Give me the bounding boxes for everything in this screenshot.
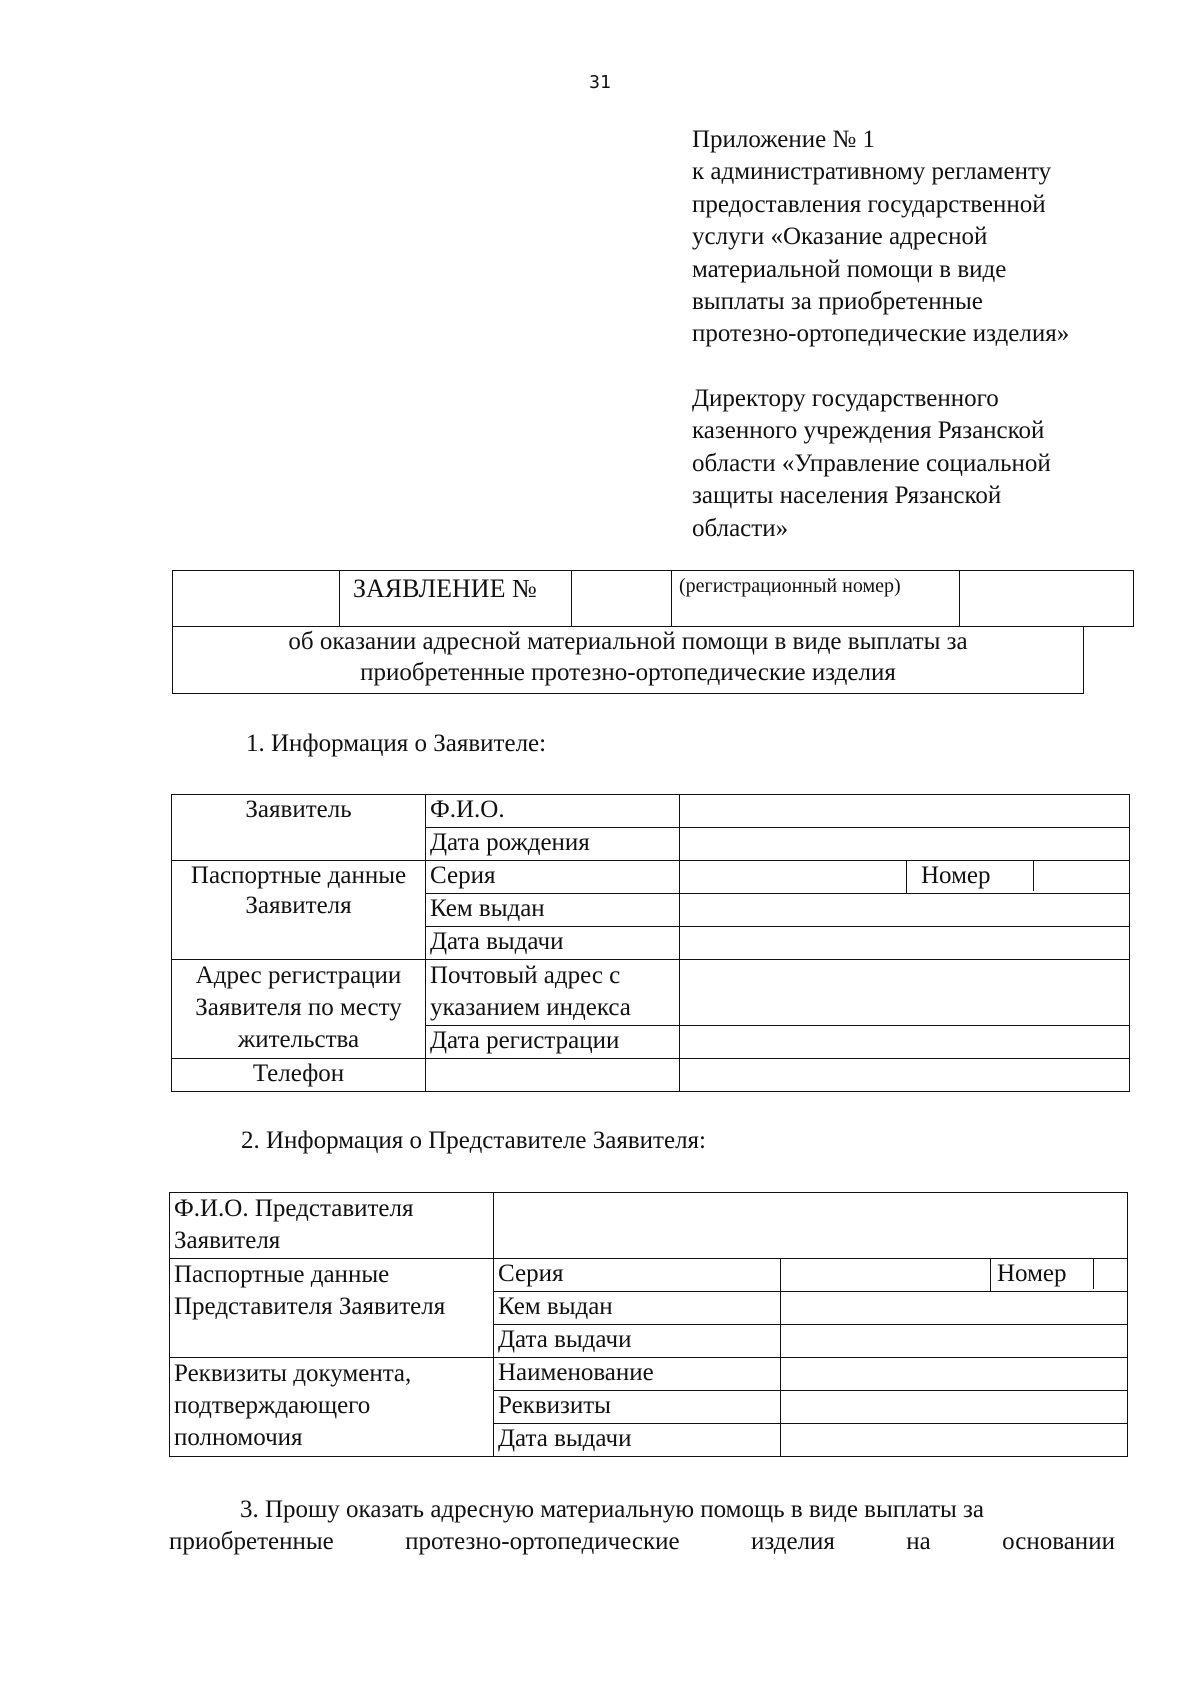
address-label: Адрес регистрации Заявителя по месту жительства	[172, 960, 426, 1059]
rep-issued-by-label: Кем выдан	[494, 1292, 781, 1325]
rep-issue-date-label: Дата выдачи	[494, 1325, 781, 1358]
passport-label: Паспортные данные Заявителя	[172, 861, 426, 960]
section2-heading: 2. Информация о Представителе Заявителя:	[241, 1127, 706, 1154]
appendix-line: Приложение № 1	[692, 126, 876, 153]
appendix-line: выплаты за приобретенные	[692, 288, 983, 316]
fio-value[interactable]	[680, 795, 1130, 828]
issued-by-value[interactable]	[680, 894, 1130, 927]
statement-subtitle-line: приобретенные протезно-ортопедические изделия	[360, 659, 896, 686]
doc-details-label: Реквизиты	[494, 1391, 781, 1424]
appendix-line: протезно-ортопедические изделия»	[692, 320, 1070, 348]
representative-table	[169, 1192, 1128, 1457]
section3-line2	[169, 1528, 1115, 1556]
section3-line1: 3. Прошу оказать адресную материальную помощь в виде выплаты за	[240, 1496, 985, 1523]
doc-date-value[interactable]	[781, 1424, 1128, 1457]
issued-by-label: Кем выдан	[426, 894, 680, 927]
rep-issued-by-value[interactable]	[781, 1292, 1128, 1325]
postal-address-value[interactable]	[680, 960, 1130, 1026]
rep-series-value[interactable]	[781, 1259, 991, 1292]
issue-date-label: Дата выдачи	[426, 927, 680, 960]
issue-date-value[interactable]	[680, 927, 1130, 960]
addressee-line: казенного учреждения Рязанской	[692, 417, 1045, 445]
rep-passport-label: Паспортные данные Представителя Заявителя	[170, 1259, 494, 1358]
appendix-line: материальной помощи в виде	[692, 255, 1007, 283]
page-number: 31	[589, 72, 611, 93]
registration-number-note: (регистрационный номер)	[679, 575, 901, 597]
postal-address-label: Почтовый адрес с указанием индекса	[426, 960, 680, 1026]
addressee-line: защиты населения Рязанской	[692, 482, 1002, 510]
appendix-line: предоставления государственной	[692, 190, 1046, 218]
appendix-block	[692, 124, 1172, 351]
series-label: Серия	[426, 861, 680, 894]
rep-series-label: Серия	[494, 1259, 781, 1292]
addressee-line: области «Управление социальной	[692, 449, 1051, 477]
doc-details-value[interactable]	[781, 1391, 1128, 1424]
applicant-table	[171, 794, 1130, 1092]
statement-header-row	[172, 570, 1134, 627]
doc-date-label: Дата выдачи	[494, 1424, 781, 1457]
statement-title: ЗАЯВЛЕНИЕ №	[353, 574, 537, 603]
applicant-label: Заявитель	[172, 795, 426, 861]
number-value[interactable]	[1034, 861, 1129, 891]
registration-date-value[interactable]	[680, 1026, 1130, 1059]
phone-value-1[interactable]	[426, 1059, 680, 1092]
appendix-line: услуги «Оказание адресной	[692, 223, 988, 251]
section3-word: изделия	[750, 1528, 835, 1555]
rep-number-cell	[991, 1259, 1128, 1292]
section1-heading: 1. Информация о Заявителе:	[246, 730, 547, 757]
phone-value-2[interactable]	[680, 1059, 1130, 1092]
statement-subtitle-line: об оказании адресной материальной помощи в виде выплаты за	[288, 628, 968, 655]
addressee-block	[692, 383, 1172, 545]
authority-doc-label: Реквизиты документа, подтверждающего полномочия	[170, 1358, 494, 1457]
addressee-line: Директору государственного	[692, 385, 999, 412]
birth-date-value[interactable]	[680, 828, 1130, 861]
section3-word: приобретенные	[169, 1528, 334, 1555]
doc-name-label: Наименование	[494, 1358, 781, 1391]
section3-word: на	[906, 1528, 931, 1555]
rep-fio-label: Ф.И.О. Представителя Заявителя	[170, 1193, 494, 1259]
number-cell	[907, 861, 1130, 894]
section3-word: основании	[1002, 1528, 1115, 1555]
fio-label: Ф.И.О.	[426, 795, 680, 828]
birth-date-label: Дата рождения	[426, 828, 680, 861]
addressee-line: области»	[692, 514, 789, 542]
section3-word: протезно-ортопедические	[405, 1528, 680, 1555]
rep-fio-value[interactable]	[494, 1193, 1128, 1259]
doc-name-value[interactable]	[781, 1358, 1128, 1391]
rep-issue-date-value[interactable]	[781, 1325, 1128, 1358]
series-value[interactable]	[680, 861, 907, 894]
number-label: Номер	[907, 861, 1034, 891]
rep-number-value[interactable]	[1094, 1259, 1127, 1289]
appendix-line: к административному регламенту	[692, 158, 1052, 186]
phone-label: Телефон	[172, 1059, 426, 1092]
statement-subtitle	[172, 626, 1084, 694]
rep-number-label: Номер	[991, 1259, 1094, 1289]
registration-date-label: Дата регистрации	[426, 1026, 680, 1059]
